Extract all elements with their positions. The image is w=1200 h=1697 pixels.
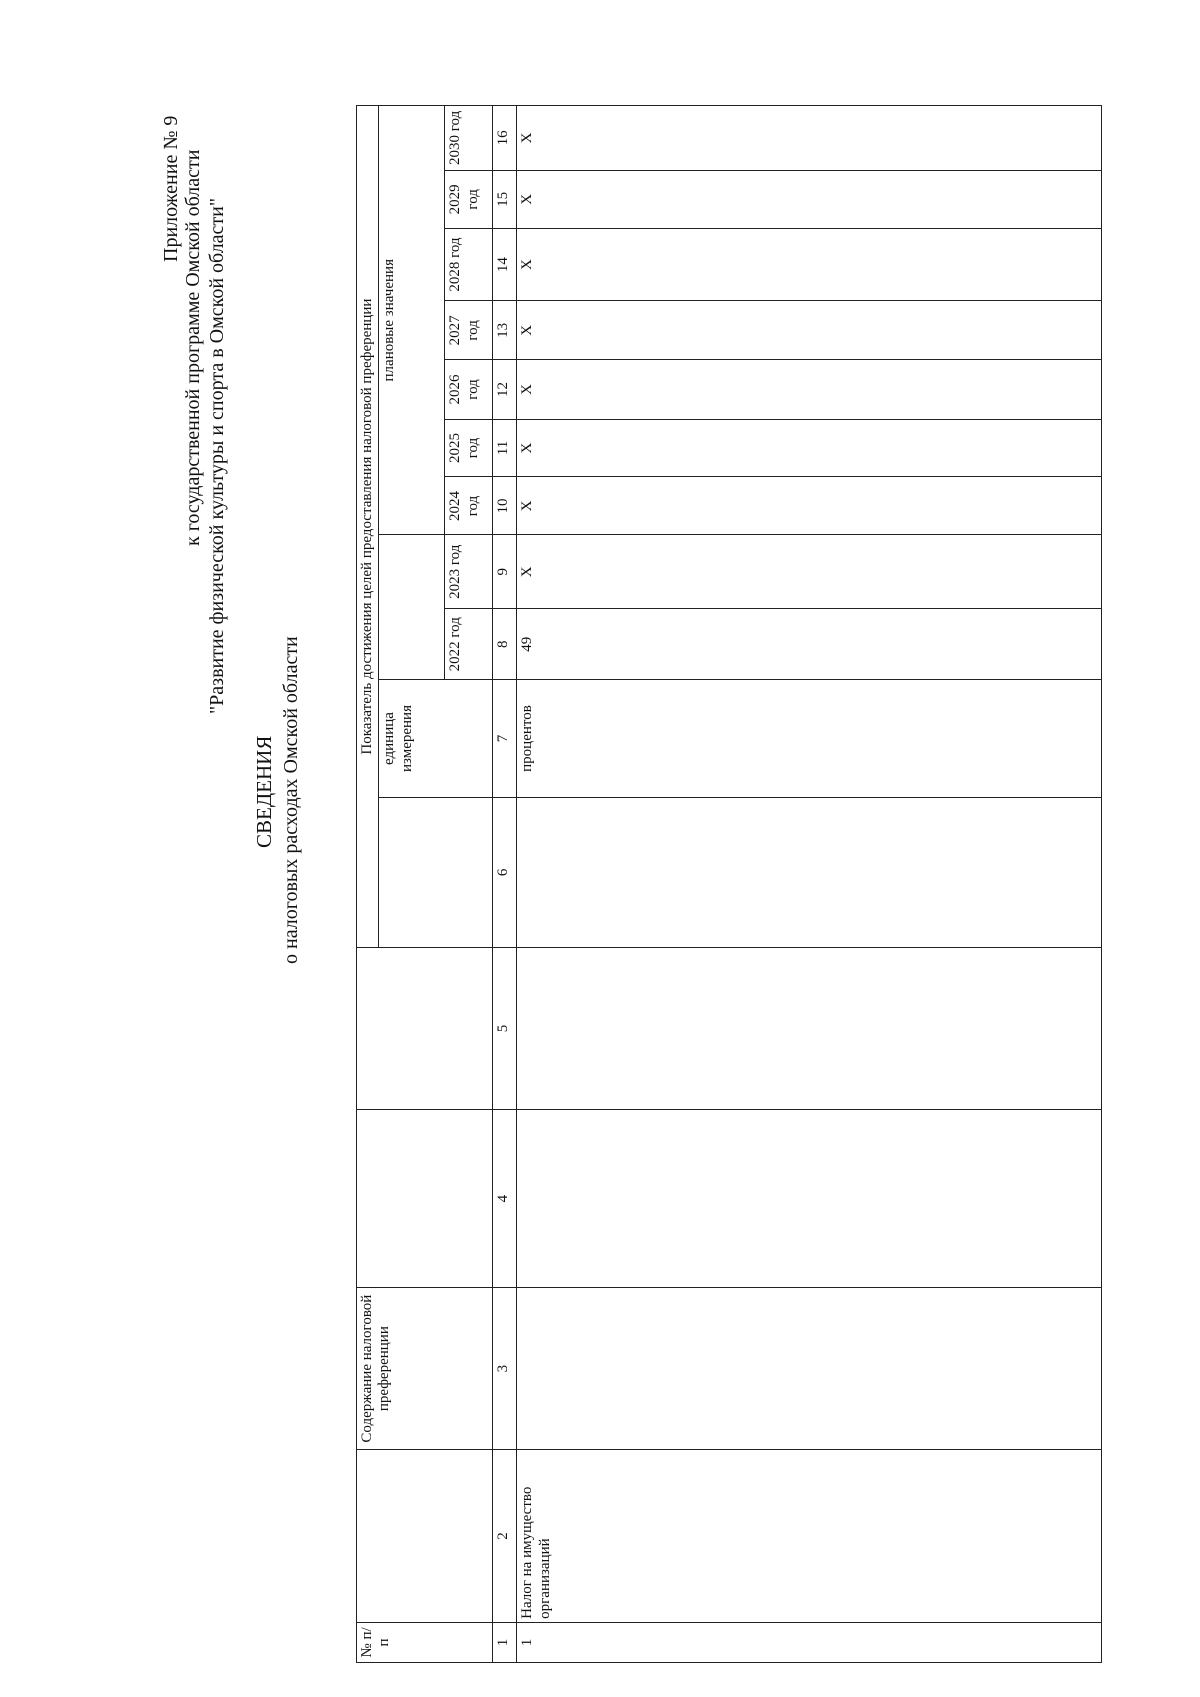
row-indicator-name [517, 797, 1102, 948]
header-number: № п/п [357, 1622, 493, 1662]
header-year: 2029 год [445, 170, 493, 228]
appendix-number: Приложение № 9 [160, 115, 182, 262]
header-indicator-group: Показатель достижения целей предоставления налоговой преференции [357, 106, 379, 948]
document-title: СВЕДЕНИЯ [252, 735, 276, 848]
header-year: 2030 год [445, 106, 493, 171]
column-number: 13 [493, 301, 517, 360]
column-number: 11 [493, 419, 517, 477]
row-value: X [517, 535, 1102, 609]
column-number: 8 [493, 609, 517, 680]
header-year: 2027 год [445, 301, 493, 360]
row-article-numbers [517, 1109, 1102, 1287]
column-number: 10 [493, 477, 517, 535]
column-number: 7 [493, 680, 517, 797]
row-curator [517, 948, 1102, 1110]
row-value: X [517, 228, 1102, 300]
column-number: 16 [493, 106, 517, 171]
column-number: 1 [493, 1622, 517, 1662]
column-number: 3 [493, 1288, 517, 1450]
row-value: X [517, 360, 1102, 419]
row-value: 49 [517, 609, 1102, 680]
row-value: X [517, 477, 1102, 535]
tax-expenditure-table [356, 105, 1102, 1663]
row-value: X [517, 106, 1102, 171]
column-number: 9 [493, 535, 517, 609]
header-curator [357, 948, 493, 1110]
column-number: 5 [493, 948, 517, 1110]
header-tax-name [357, 1450, 493, 1623]
document-subtitle: о налоговых расходах Омской области [280, 636, 302, 964]
row-unit: процентов [517, 680, 1102, 797]
row-value: X [517, 170, 1102, 228]
column-number: 6 [493, 797, 517, 948]
header-year: 2028 год [445, 228, 493, 300]
row-value: X [517, 301, 1102, 360]
row-preference-content [517, 1288, 1102, 1450]
row-number: 1 [517, 1622, 1102, 1662]
column-number: 4 [493, 1109, 517, 1287]
column-number: 2 [493, 1450, 517, 1623]
header-year: 2025 год [445, 419, 493, 477]
column-number: 12 [493, 360, 517, 419]
header-indicator-name [379, 797, 493, 948]
header-preference-content: Содержание налоговой преференции [357, 1288, 493, 1450]
row-tax-name: Налог на имущество организаций [517, 1450, 1102, 1623]
column-numbering-row [493, 106, 517, 1663]
column-number: 14 [493, 228, 517, 300]
header-article-numbers [357, 1109, 493, 1287]
header-year: 2023 год [445, 535, 493, 609]
table-row [517, 106, 1102, 1663]
header-year: 2024 год [445, 477, 493, 535]
header-unit: единица измерения [379, 680, 493, 797]
header-planned-values: плановые значения [379, 106, 445, 535]
row-value: X [517, 419, 1102, 477]
header-year: 2026 год [445, 360, 493, 419]
column-number: 15 [493, 170, 517, 228]
appendix-program-name: "Развитие физической культуры и спорта в Омской области" [206, 197, 228, 714]
appendix-program: к государственной программе Омской области [182, 149, 204, 546]
header-year: 2022 год [445, 609, 493, 680]
header-established-values [379, 535, 445, 680]
